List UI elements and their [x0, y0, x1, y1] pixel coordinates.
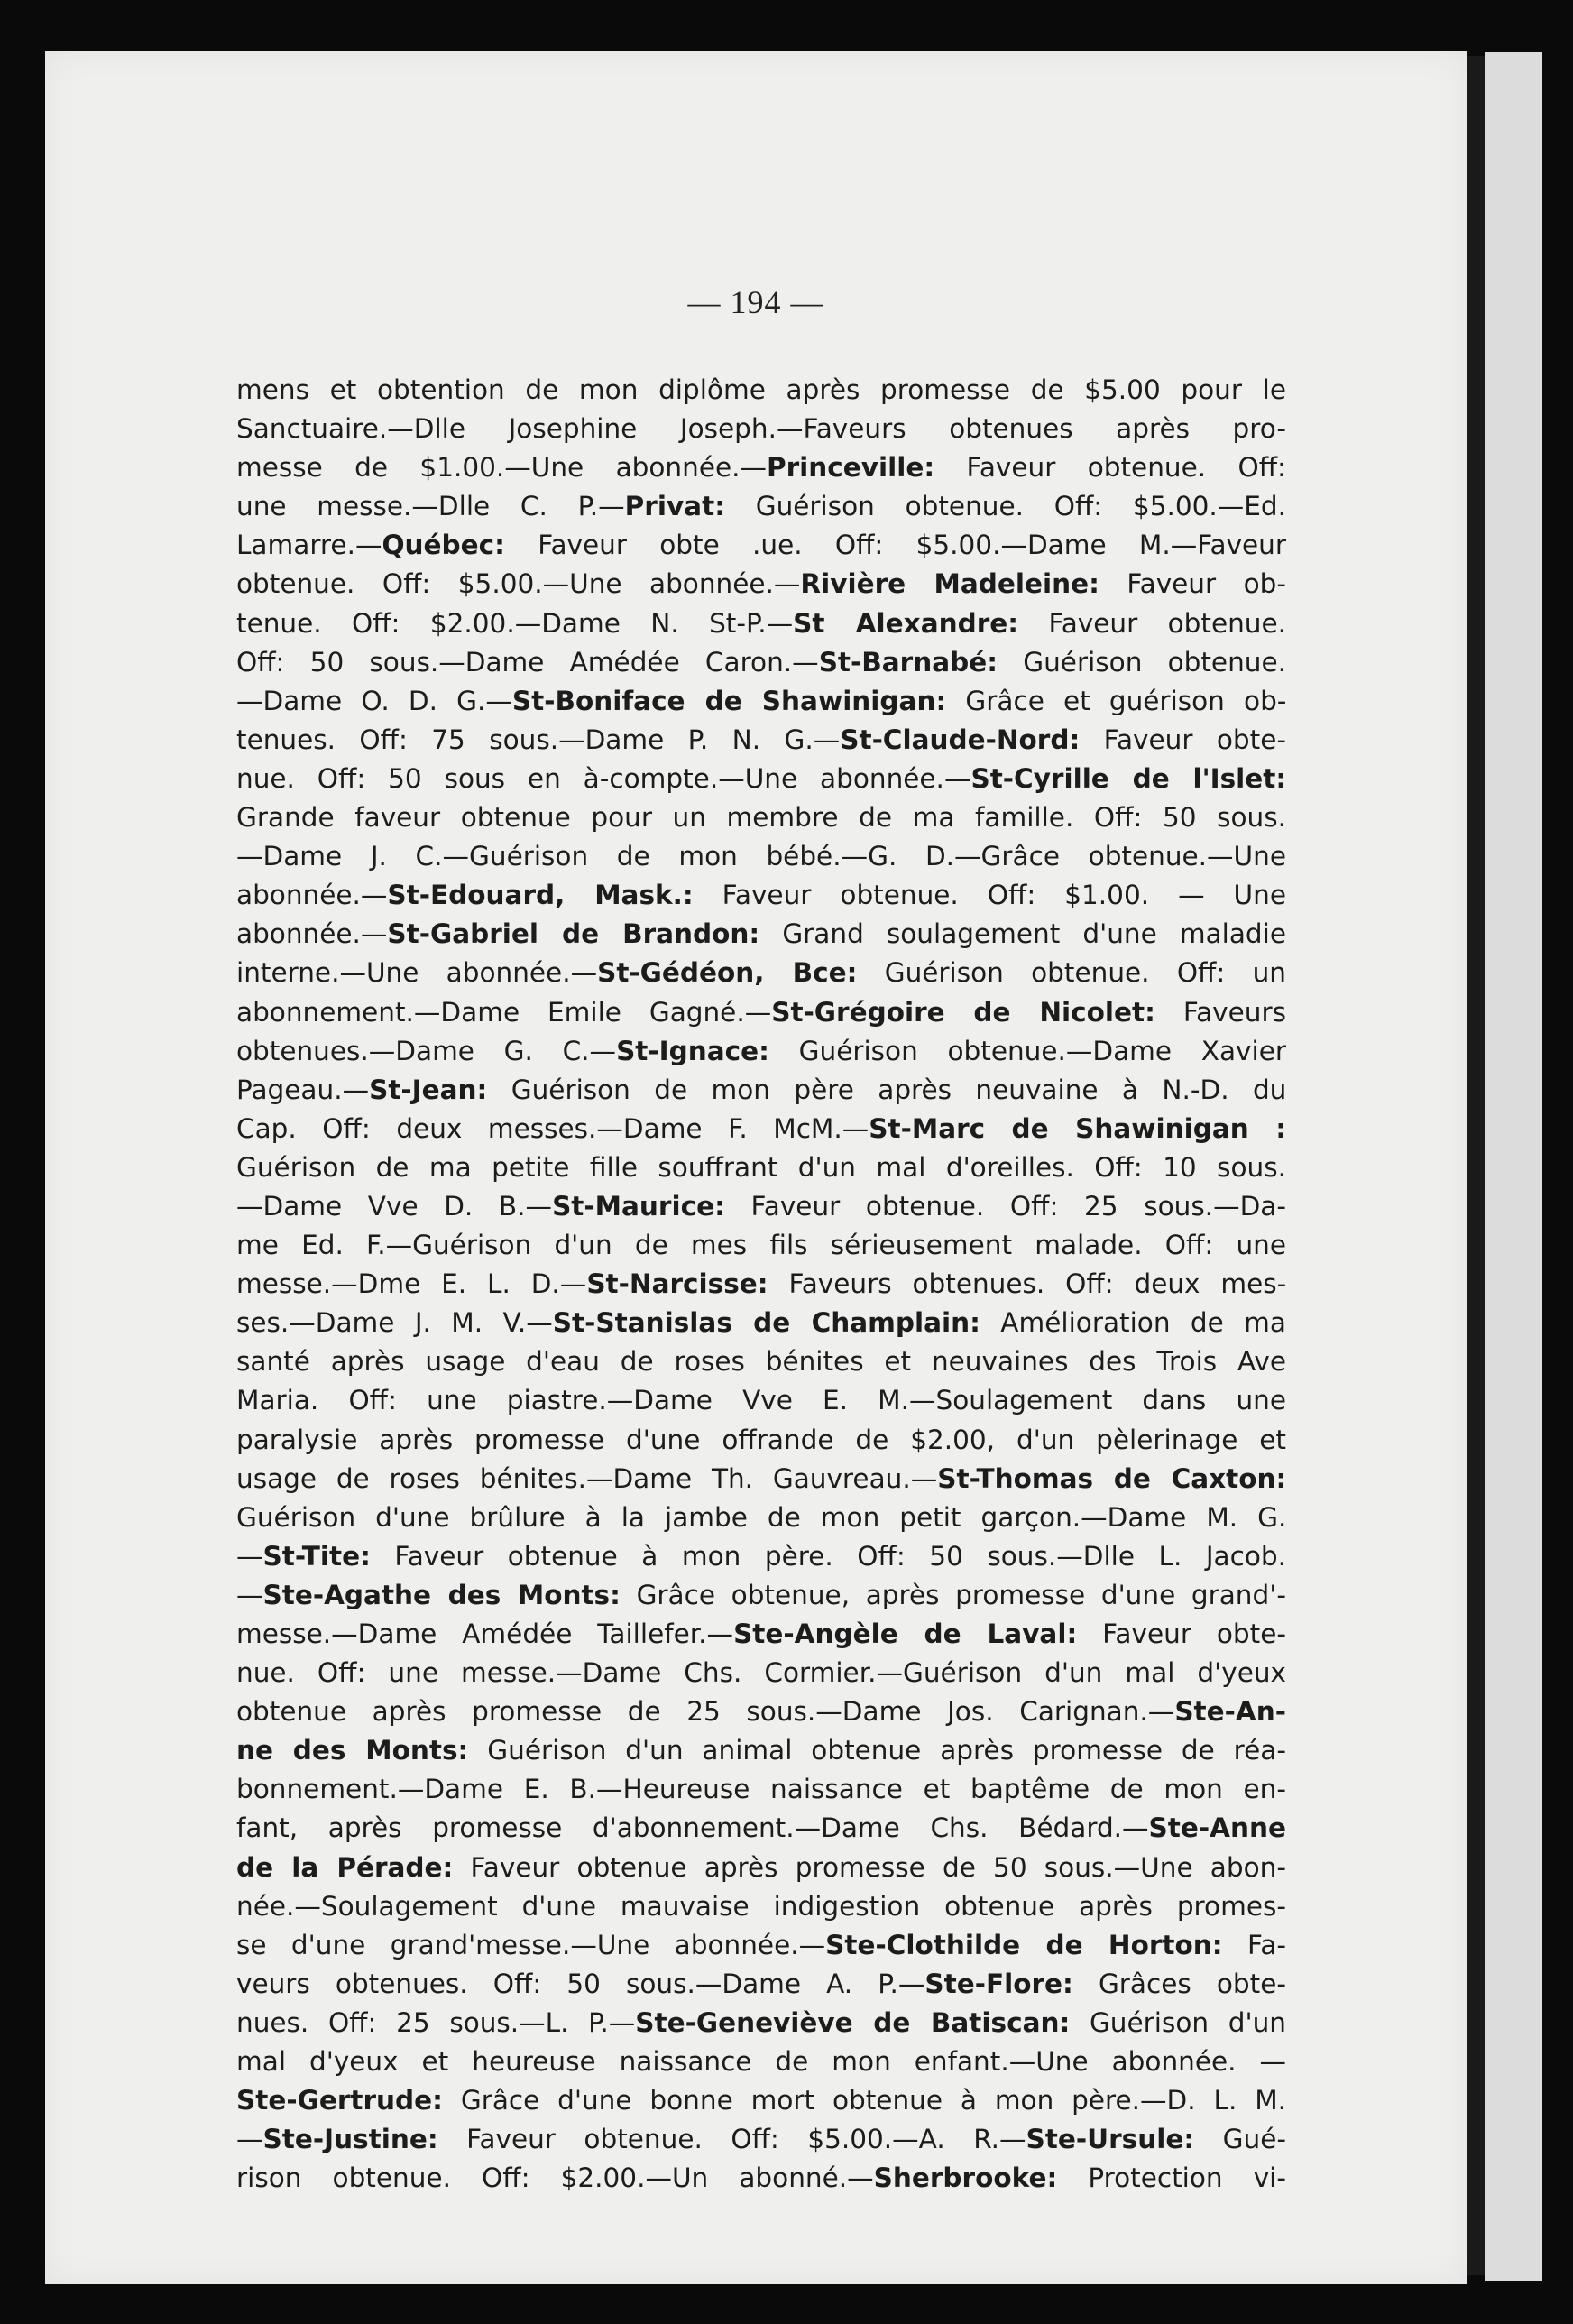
text-segment: nue. Off: une messe.—Dame Chs. Cormier.—Guérison d'un mal d'yeux — [236, 1657, 1286, 1689]
parish-name: Ste-Geneviève de Batiscan: — [635, 2006, 1071, 2038]
page-body-text — [236, 371, 1286, 2198]
text-line — [236, 643, 1286, 682]
text-line — [236, 1809, 1286, 1848]
text-line — [236, 760, 1286, 798]
text-line — [236, 410, 1286, 448]
text-segment: Guérison obtenue. Off: $5.00.—Ed. — [725, 491, 1286, 522]
parish-name: Québec: — [382, 530, 505, 561]
parish-name: St Alexandre: — [793, 607, 1019, 639]
text-segment: me Ed. F.—Guérison d'un de mes fils sérieusement malade. Off: une — [236, 1230, 1286, 1261]
text-segment: Off: 50 sous.—Dame Amédée Caron.— — [236, 646, 819, 678]
text-line — [236, 682, 1286, 721]
text-line — [236, 1381, 1286, 1420]
text-segment: rison obtenue. Off: $2.00.—Un abonné.— — [236, 2163, 874, 2194]
text-segment: Grande faveur obtenue pour un membre de ma famille. Off: 50 sous. — [236, 802, 1286, 834]
text-segment: Faveur obte- — [1080, 724, 1286, 755]
text-segment: Faveur ob- — [1099, 568, 1286, 600]
text-line — [236, 1499, 1286, 1537]
parish-name: St-Jean: — [369, 1074, 488, 1105]
text-segment: mal d'yeux et heureuse naissance de mon enfant.—Une abonnée. — — [236, 2046, 1286, 2078]
text-segment: — — [236, 1579, 263, 1610]
text-line — [236, 565, 1286, 604]
text-segment: nue. Off: 50 sous en à-compte.—Une abonnée.— — [236, 762, 971, 794]
text-line — [236, 1304, 1286, 1342]
parish-name: Ste-Flore: — [924, 1968, 1073, 1999]
parish-name: Ste-Angèle de Laval: — [733, 1618, 1078, 1649]
text-line — [236, 1342, 1286, 1381]
text-line — [236, 1731, 1286, 1770]
adjacent-page-edge — [1485, 52, 1542, 2281]
text-line — [236, 1537, 1286, 1576]
text-line — [236, 1926, 1286, 1965]
text-segment: abonnée.— — [236, 880, 388, 911]
text-line — [236, 2081, 1286, 2120]
text-line — [236, 1148, 1286, 1187]
text-segment: santé après usage d'eau de roses bénites et neuvaines des Trois Ave — [236, 1346, 1287, 1378]
text-line — [236, 1187, 1286, 1226]
text-segment: mens et obtention de mon diplôme après promesse de $5.00 pour le — [236, 374, 1286, 405]
text-line — [236, 1460, 1286, 1499]
text-segment: Faveur obtenue. Off: — [934, 452, 1286, 484]
text-line — [236, 837, 1286, 876]
text-segment: Grâce d'une bonne mort obtenue à mon père.—D. L. M. — [442, 2085, 1287, 2116]
text-segment: abonnée.— — [236, 918, 388, 950]
text-segment: Grâce et guérison ob- — [946, 685, 1287, 716]
text-segment: fant, après promesse d'abonnement.—Dame Chs. Bédard.— — [236, 1812, 1149, 1844]
text-line — [236, 1654, 1286, 1692]
text-segment: Guérison d'un animal obtenue après promesse de réa- — [468, 1735, 1286, 1766]
parish-name: Sherbrooke: — [873, 2163, 1058, 2194]
text-line — [236, 1032, 1286, 1071]
text-line — [236, 1849, 1286, 1887]
text-line — [236, 993, 1286, 1032]
parish-name: Ste-Clothilde de Horton: — [825, 1929, 1223, 1960]
text-segment: Faveur obtenue après promesse de 50 sous.—Une abon- — [453, 1851, 1286, 1883]
text-segment: Cap. Off: deux messes.—Dame F. McM.— — [236, 1112, 869, 1144]
text-line — [236, 2004, 1286, 2043]
text-segment: veurs obtenues. Off: 50 sous.—Dame A. P.— — [236, 1968, 925, 1999]
parish-name: St-Cyrille de l'Islet: — [970, 762, 1287, 794]
parish-name: Ste-Anne — [1148, 1812, 1286, 1844]
text-line — [236, 1265, 1286, 1304]
parish-name: Ste-Justine: — [262, 2124, 438, 2155]
text-segment: se d'une grand'messe.—Une abonnée.— — [236, 1929, 826, 1960]
text-line — [236, 371, 1286, 410]
text-line — [236, 2043, 1286, 2081]
text-segment: usage de roses bénites.—Dame Th. Gauvreau.— — [236, 1462, 938, 1494]
text-line — [236, 487, 1286, 526]
text-segment: nues. Off: 25 sous.—L. P.— — [236, 2006, 636, 2038]
parish-name: de la Pérade: — [236, 1851, 454, 1883]
text-segment: Gué- — [1194, 2124, 1286, 2155]
text-segment: Maria. Off: une piastre.—Dame Vve E. M.—Soulagement dans une — [236, 1385, 1286, 1416]
text-line — [236, 1576, 1286, 1615]
text-line — [236, 1110, 1286, 1148]
text-line — [236, 526, 1286, 565]
text-line — [236, 1965, 1286, 2004]
text-segment: tenue. Off: $2.00.—Dame N. St-P.— — [236, 607, 794, 639]
text-line — [236, 1692, 1286, 1731]
page-number: — 194 — — [687, 284, 824, 320]
text-line — [236, 448, 1286, 487]
parish-name: St-Gabriel de Brandon: — [387, 918, 760, 950]
parish-name: St-Marc de Shawinigan : — [869, 1112, 1286, 1144]
text-line — [236, 2120, 1286, 2159]
text-line — [236, 1226, 1286, 1265]
text-segment: — — [236, 1540, 263, 1572]
text-segment: —Dame O. D. G.— — [236, 685, 512, 716]
text-segment: Faveur obte- — [1077, 1618, 1286, 1649]
text-line — [236, 721, 1286, 760]
text-segment: —Dame Vve D. B.— — [236, 1190, 553, 1222]
text-segment: Guérison obtenue. — [998, 646, 1286, 678]
text-segment: interne.—Une abonnée.— — [236, 957, 598, 989]
text-line — [236, 798, 1286, 837]
text-segment: Protection vi- — [1057, 2163, 1287, 2194]
parish-name: St-Stanislas de Champlain: — [552, 1307, 980, 1339]
text-segment: ses.—Dame J. M. V.— — [236, 1307, 553, 1339]
text-segment: Faveur obtenue. — [1018, 607, 1287, 639]
text-segment: paralysie après promesse d'une offrande de $2.00, d'un pèlerinage et — [236, 1424, 1286, 1455]
text-segment: Guérison obtenue. Off: un — [857, 957, 1286, 989]
parish-name: Ste-An- — [1174, 1696, 1286, 1728]
text-segment: —Dame J. C.—Guérison de mon bébé.—G. D.—Grâce obtenue.—Une — [236, 841, 1286, 872]
text-segment: Faveur obtenue. Off: $5.00.—A. R.— — [437, 2124, 1026, 2155]
text-segment: Faveur obte .ue. Off: $5.00.—Dame M.—Faveur — [504, 530, 1286, 561]
parish-name: St-Grégoire de Nicolet: — [771, 996, 1155, 1028]
text-line — [236, 954, 1286, 992]
text-segment: Guérison d'un — [1070, 2006, 1286, 2038]
text-line — [236, 876, 1286, 915]
text-segment: messe.—Dame Amédée Taillefer.— — [236, 1618, 734, 1649]
parish-name: Princeville: — [767, 452, 935, 484]
text-segment: obtenue après promesse de 25 sous.—Dame Jos. Carignan.— — [236, 1696, 1175, 1728]
text-line — [236, 1071, 1286, 1110]
text-segment: Amélioration de ma — [980, 1307, 1286, 1339]
text-line — [236, 915, 1286, 954]
text-segment: Guérison obtenue.—Dame Xavier — [768, 1035, 1286, 1066]
parish-name: St-Gédéon, Bce: — [597, 957, 858, 989]
text-line — [236, 2159, 1286, 2198]
parish-name: St-Maurice: — [552, 1190, 725, 1222]
text-segment: Grâces obte- — [1072, 1968, 1286, 1999]
parish-name: Ste-Gertrude: — [236, 2085, 443, 2116]
parish-name: St-Edouard, Mask.: — [387, 880, 694, 911]
text-segment: bonnement.—Dame E. B.—Heureuse naissance et baptême de mon en- — [236, 1774, 1286, 1805]
text-segment: Guérison de ma petite fille souffrant d'un mal d'oreilles. Off: 10 sous. — [236, 1151, 1286, 1183]
text-segment: une messe.—Dlle C. P.— — [236, 491, 625, 522]
text-segment: Grand soulagement d'une maladie — [759, 918, 1286, 950]
text-segment: Faveur obtenue. Off: 25 sous.—Da- — [724, 1190, 1287, 1222]
page-gutter-shadow — [1467, 56, 1485, 2275]
text-segment: née.—Soulagement d'une mauvaise indigestion obtenue après promes- — [236, 1890, 1286, 1922]
text-segment: Sanctuaire.—Dlle Josephine Joseph.—Faveurs obtenues après pro- — [236, 413, 1286, 445]
text-segment: messe de $1.00.—Une abonnée.— — [236, 452, 768, 484]
text-segment: Grâce obtenue, après promesse d'une grand'- — [620, 1579, 1286, 1610]
text-segment: Guérison de mon père après neuvaine à N.-D. du — [487, 1074, 1287, 1105]
text-segment: Pageau.— — [236, 1074, 370, 1105]
parish-name: St-Thomas de Caxton: — [937, 1462, 1287, 1494]
text-segment: messe.—Dme E. L. D.— — [236, 1268, 587, 1300]
text-segment: Faveurs — [1154, 996, 1286, 1028]
text-segment: obtenues.—Dame G. C.— — [236, 1035, 617, 1066]
parish-name: St-Claude-Nord: — [840, 724, 1081, 755]
parish-name: St-Barnabé: — [818, 646, 998, 678]
parish-name: Rivière Madeleine: — [800, 568, 1099, 600]
text-segment: abonnement.—Dame Emile Gagné.— — [236, 996, 772, 1028]
parish-name: Privat: — [624, 491, 725, 522]
text-segment: tenues. Off: 75 sous.—Dame P. N. G.— — [236, 724, 841, 755]
parish-name: St-Boniface de Shawinigan: — [511, 685, 947, 716]
text-line — [236, 1615, 1286, 1654]
text-segment: Faveur obtenue. Off: $1.00. — Une — [693, 880, 1286, 911]
parish-name: Ste-Agathe des Monts: — [262, 1579, 621, 1610]
text-line — [236, 1770, 1286, 1809]
text-segment: — — [236, 2124, 263, 2155]
text-line — [236, 1887, 1286, 1926]
text-segment: Lamarre.— — [236, 530, 382, 561]
parish-name: ne des Monts: — [236, 1735, 469, 1766]
text-segment: Fa- — [1222, 1929, 1286, 1960]
text-segment: Guérison d'une brûlure à la jambe de mon petit garçon.—Dame M. G. — [236, 1501, 1287, 1533]
text-line — [236, 604, 1286, 643]
parish-name: St-Ignace: — [616, 1035, 769, 1066]
text-segment: Faveur obtenue à mon père. Off: 50 sous.—Dlle L. Jacob. — [370, 1540, 1286, 1572]
text-segment: obtenue. Off: $5.00.—Une abonnée.— — [236, 568, 801, 600]
text-line — [236, 1421, 1286, 1460]
parish-name: Ste-Ursule: — [1026, 2124, 1195, 2155]
parish-name: St-Tite: — [262, 1540, 371, 1572]
parish-name: St-Narcisse: — [586, 1268, 768, 1300]
text-segment: Faveurs obtenues. Off: deux mes- — [768, 1268, 1287, 1300]
